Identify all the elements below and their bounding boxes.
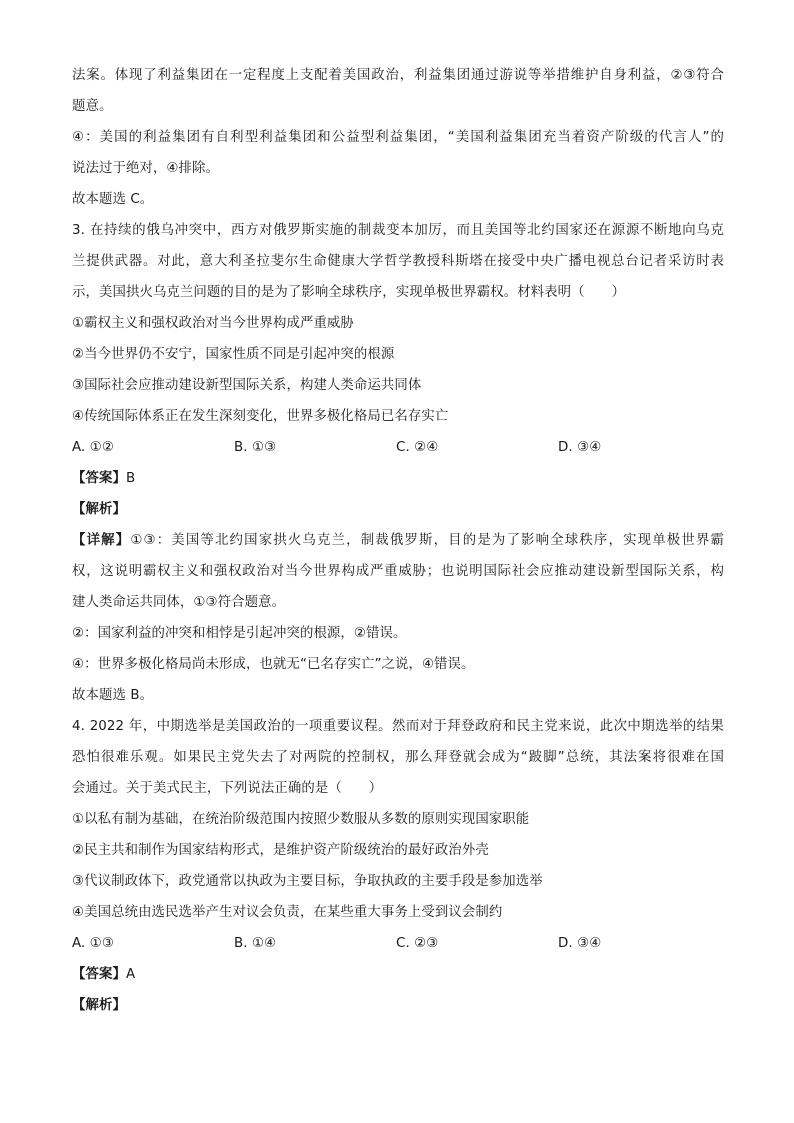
option-a: A. ①②: [72, 440, 114, 455]
detail-line: ④：世界多极化格局尚未形成，也就无“已名存实亡”之说，④错误。: [72, 657, 475, 672]
option-b: B. ①③: [234, 440, 277, 455]
conclusion-line: 故本题选 C。: [72, 192, 154, 207]
answer-line: [72, 463, 724, 494]
option-c: C. ②④: [396, 440, 439, 455]
statement: ①霸权主义和强权政治对当今世界构成严重威胁: [72, 316, 354, 331]
detail-line: ②：国家利益的冲突和相悖是引起冲突的根源，②错误。: [72, 626, 407, 641]
detail-line: 建人类命运共同体，①③符合题意。: [72, 595, 286, 610]
answer-label: 【答案】: [72, 471, 126, 486]
question-stem: 4. 2022 年，中期选举是美国政治的一项重要议程。然而对于拜登政府和民主党来说，此次中期选举的结果: [72, 719, 724, 734]
option-c: C. ②③: [396, 936, 439, 951]
statement: ④美国总统由选民选举产生对议会负责，在某些重大事务上受到议会制约: [72, 905, 503, 920]
text-line: 法案。体现了利益集团在一定程度上支配着美国政治，利益集团通过游说等举措维护自身利益，②③符合: [72, 68, 724, 83]
detail-line: [72, 525, 724, 556]
detail-text: ①③：美国等北约国家拱火乌克兰，制裁俄罗斯，目的是为了影响全球秩序，实现单极世界霸: [130, 533, 725, 548]
statement: ④传统国际体系正在发生深刻变化，世界多极化格局已名存实亡: [72, 409, 449, 424]
text-line: 题意。: [72, 99, 113, 114]
analysis-heading: [72, 990, 724, 1021]
analysis-label: 【解析】: [72, 502, 126, 517]
question-stem: 3. 在持续的俄乌冲突中，西方对俄罗斯实施的制裁变本加厉，而且美国等北约国家还在源源不断地向乌克: [72, 223, 724, 238]
question-stem: 会通过。关于美式民主，下列说法正确的是（ ）: [72, 781, 383, 796]
detail-line: 权，这说明霸权主义和强权政治对当今世界构成严重威胁；也说明国际社会应推动建设新型国际关系，构: [72, 564, 724, 579]
question-stem: 示，美国拱火乌克兰问题的目的是为了影响全球秩序，实现单极世界霸权。材料表明（ ）: [72, 285, 626, 300]
statement: ③国际社会应推动建设新型国际关系，构建人类命运共同体: [72, 378, 422, 393]
option-a: A. ①③: [72, 936, 114, 951]
analysis-heading: [72, 494, 724, 525]
answer-value: B: [125, 471, 136, 486]
answer-line: [72, 959, 724, 990]
option-d: D. ③④: [558, 440, 602, 455]
statement: ③代议制政体下，政党通常以执政为主要目标，争取执政的主要手段是参加选举: [72, 874, 543, 889]
text-line: ④：美国的利益集团有自利型利益集团和公益型利益集团，“美国利益集团充当着资产阶级的代言人”的: [72, 130, 724, 145]
options-row: [72, 928, 724, 959]
question-stem: 兰提供武器。对此，意大利圣拉斐尔生命健康大学哲学教授科斯塔在接受中央广播电视总台记者采访时表: [72, 254, 724, 269]
conclusion-line: 故本题选 B。: [72, 688, 154, 703]
question-stem: 恐怕很难乐观。如果民主党失去了对两院的控制权，那么拜登就会成为“跛脚”总统，其法案将很难在国: [72, 750, 724, 765]
option-b: B. ①④: [234, 936, 277, 951]
options-row: [72, 432, 724, 463]
answer-value: A: [125, 967, 136, 982]
statement: ①以私有制为基础，在统治阶级范围内按照少数服从多数的原则实现国家职能: [72, 812, 530, 827]
text-line: 说法过于绝对，④排除。: [72, 161, 220, 176]
answer-label: 【答案】: [72, 967, 126, 982]
statement: ②民主共和制作为国家结构形式，是维护资产阶级统治的最好政治外壳: [72, 843, 489, 858]
analysis-label: 【解析】: [72, 998, 126, 1013]
statement: ②当今世界仍不安宁，国家性质不同是引起冲突的根源: [72, 347, 395, 362]
option-d: D. ③④: [558, 936, 602, 951]
detail-label: 【详解】: [72, 533, 131, 548]
document-page: [72, 60, 724, 1021]
